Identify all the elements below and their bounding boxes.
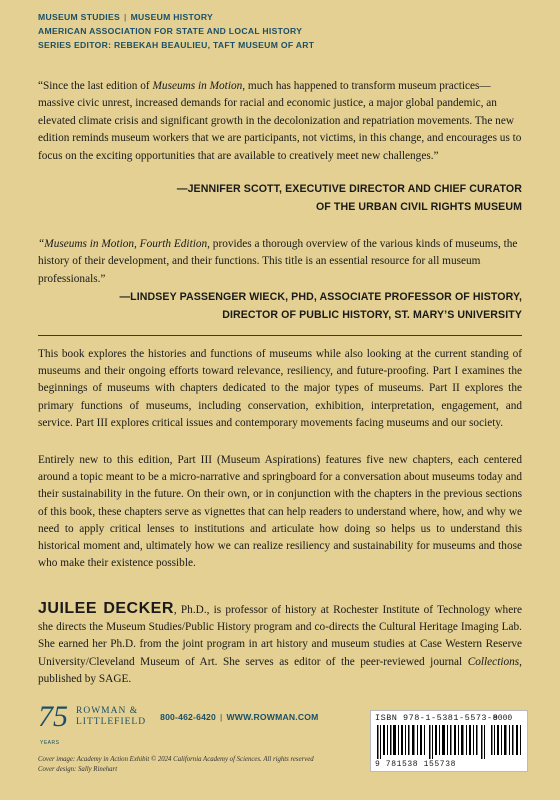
- description-paragraph-2: Entirely new to this edition, Part III (Museum Aspirations) features five new chapters, each centered around a topic meant to be a micro-narrative and springboard for a conversation about museums today and their sustainability in the future. On their own, or in conjunction with the chapters in the previous sections of this book, these chapters serve as vignettes that can help readers to understand where, how, and why we need to apply critical lenses to institutions and articulate how doing so helps us to understand this historical moment and, ultimately how we can realize resiliency and sustainability for museums and those who make their existence possible.: [38, 454, 522, 570]
- endorsement-quote-2: [38, 236, 522, 288]
- series-editor-line: SERIES EDITOR: REBEKAH BEAULIEU, TAFT MUSEUM OF ART: [38, 40, 315, 50]
- divider: [38, 335, 522, 336]
- author-bio-end: , published by SAGE.: [38, 655, 522, 685]
- publisher-contact: [160, 712, 318, 722]
- quote1-attribution: [177, 180, 522, 216]
- journal-title: Collections: [467, 655, 520, 668]
- endorsement-quote-1: [38, 78, 522, 165]
- publisher-phone: 800-462-6420: [160, 712, 217, 722]
- price-code: 9000: [493, 714, 513, 723]
- anniversary-number: 75: [38, 700, 68, 733]
- publisher-name-line2: LITTLEFIELD: [76, 717, 147, 727]
- quote1-attribution-line1: —JENNIFER SCOTT, EXECUTIVE DIRECTOR AND CHIEF CURATOR: [176, 183, 522, 195]
- quote1-open: “Since the last edition of: [38, 80, 153, 92]
- publisher-name-line1: ROWMAN &: [76, 706, 139, 716]
- quote1-body: , much has happened to transform museum practices—massive civic unrest, increased demands for racial and economic justice, a major global pandemic, an elevated climate crisis and significant growth in the decolonization and repatriation movements. The new edition reminds museum workers that we are participants, not victims, in this change, and encourages us to focus on the exciting opportunities that are available to creatively meet new challenges.”: [38, 80, 522, 162]
- cover-image-credit: Cover image: Academy in Action Exhibit © 2024 California Academy of Sciences. All rights reserved: [38, 756, 314, 763]
- quote2-attribution-line2: DIRECTOR OF PUBLIC HISTORY, ST. MARY’S UNIVERSITY: [222, 309, 522, 321]
- series-separator: |: [124, 12, 127, 22]
- quote2-attribution: [119, 288, 522, 324]
- anniversary-logo: [38, 700, 72, 746]
- publisher-website: WWW.ROWMAN.COM: [226, 712, 319, 722]
- cover-credits: [38, 755, 314, 775]
- quote2-book-title: “Museums in Motion, Fourth Edition: [38, 238, 208, 250]
- series-label-1: MUSEUM STUDIES: [38, 12, 121, 22]
- association-line: AMERICAN ASSOCIATION FOR STATE AND LOCAL HISTORY: [38, 26, 303, 36]
- author-bio-text: , Ph.D., is professor of history at Rochester Institute of Technology where she directs the Museum Studies/Public History program and co-directs the Cultural Heritage Imaging Lab. She earned her Ph.D. from the joint program in art history and museum studies at Case Western Reserve University/Cleveland Museum of Art. She serves as editor of the peer-reviewed journal: [38, 604, 522, 668]
- publisher-logo: [76, 706, 146, 728]
- anniversary-years: YEARS: [40, 740, 60, 746]
- description-paragraph-1: This book explores the histories and functions of museums while also looking at the current standing of museums and their ongoing efforts toward relevance, resiliency, and future-proofing. Part I examines the beginnings of museums with chapters dedicated to the major types of museums. Part II explores the primary functions of museums, including conservation, exhibition, interpretation, engagement, and service. Part III explores critical issues and contemporary movements facing museums and our society.: [38, 348, 522, 429]
- price-barcode-bars: [491, 725, 523, 755]
- quote2-attribution-line1: —LINDSEY PASSENGER WIECK, PHD, ASSOCIATE PROFESSOR OF HISTORY,: [119, 291, 522, 303]
- series-label-2: MUSEUM HISTORY: [130, 12, 214, 22]
- cover-design-credit: Cover design: Sally Rinehart: [38, 766, 118, 773]
- quote1-book-title: Museums in Motion: [152, 80, 243, 92]
- quote2-body: , provides a thorough overview of the various kinds of museums, the history of their development, and their functions. This title is an essential resource for all museum professionals.”: [38, 238, 518, 285]
- series-header: [38, 10, 518, 52]
- barcode-digits: 9 781538 155738: [375, 760, 457, 769]
- isbn-barcode: [370, 710, 528, 772]
- publisher-footer: [38, 700, 319, 746]
- contact-separator: |: [220, 712, 223, 722]
- author-name: JUILEE DECKER: [38, 600, 174, 617]
- quote1-attribution-line2: OF THE URBAN CIVIL RIGHTS MUSEUM: [315, 201, 522, 213]
- barcode-bars: [377, 725, 485, 759]
- isbn-text: ISBN 978-1-5381-5573-8: [375, 713, 499, 723]
- author-bio: [38, 600, 522, 688]
